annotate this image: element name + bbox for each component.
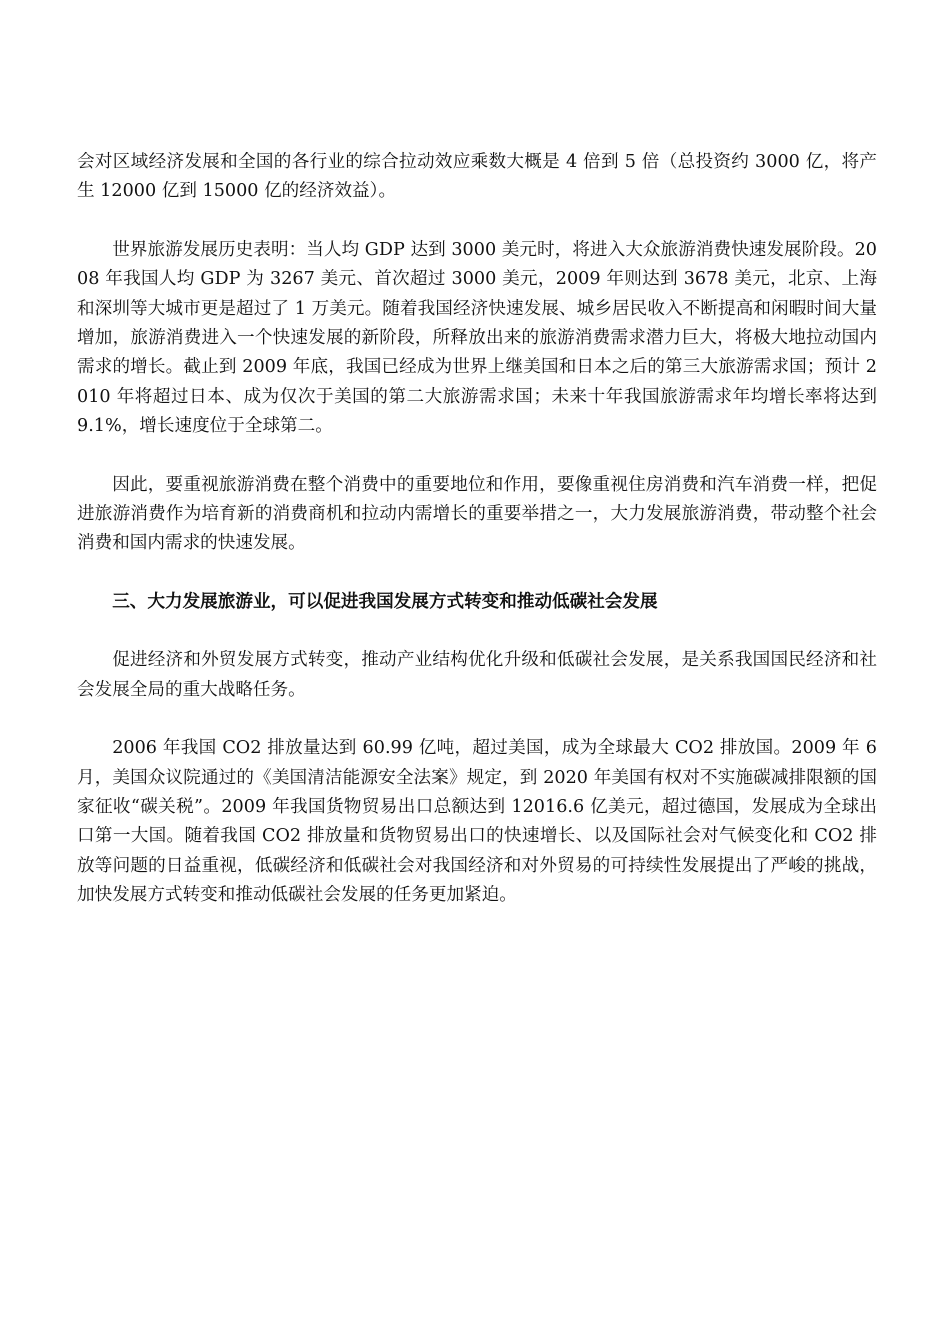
paragraph-co2-emissions: 2006 年我国 CO2 排放量达到 60.99 亿吨，超过美国，成为全球最大 CO2 排放国。2009 年 6 月，美国众议院通过的《美国清洁能源安全法案》规定，到 2020 年美国有权对不实施碳减排限额的国家征收“碳关税”。2009 年我国货物贸易出口总额达到 12016.6 亿美元，超过德国，发展成为全球出口第一大国。随着我国 CO2 排放量和货物贸易出口的快速增长、以及国际社会对气候变化和 CO2 排放等问题的日益重视，低碳经济和低碳社会对我国经济和对外贸易的可持续性发展提出了严峻的挑战，加快发展方式转变和推动低碳社会发展的任务更加紧迫。 (77, 738, 877, 906)
document-body (77, 148, 877, 940)
paragraph-tourism-history: 世界旅游发展历史表明：当人均 GDP 达到 3000 美元时，将进入大众旅游消费快速发展阶段。2008 年我国人均 GDP 为 3267 美元、首次超过 3000 美元，2009 年则达到 3678 美元，北京、上海和深圳等大城市更是超过了 1 万美元。随着我国经济快速发展、城乡居民收入不断提高和闲暇时间大量增加，旅游消费进入一个快速发展的新阶段，所释放出来的旅游消费需求潜力巨大，将极大地拉动国内需求的增长。截止到 2009 年底，我国已经成为世界上继美国和日本之后的第三大旅游需求国；预计 2010 年将超过日本、成为仅次于美国的第二大旅游需求国；未来十年我国旅游需求年均增长率将达到 9.1%，增长速度位于全球第二。 (77, 239, 877, 437)
paragraph-development-mode: 促进经济和外贸发展方式转变，推动产业结构优化升级和低碳社会发展，是关系我国国民经济和社会发展全局的重大战略任务。 (77, 650, 877, 700)
paragraph-tourism-consumption: 因此，要重视旅游消费在整个消费中的重要地位和作用，要像重视住房消费和汽车消费一样，把促进旅游消费作为培育新的消费商机和拉动内需增长的重要举措之一，大力发展旅游消费，带动整个社会消费和国内需求的快速发展。 (77, 474, 877, 554)
section-heading: 三、大力发展旅游业，可以促进我国发展方式转变和推动低碳社会发展 (112, 591, 658, 612)
paragraph-continuation: 会对区域经济发展和全国的各行业的综合拉动效应乘数大概是 4 倍到 5 倍（总投资约 3000 亿，将产生 12000 亿到 15000 亿的经济效益）。 (77, 152, 877, 202)
